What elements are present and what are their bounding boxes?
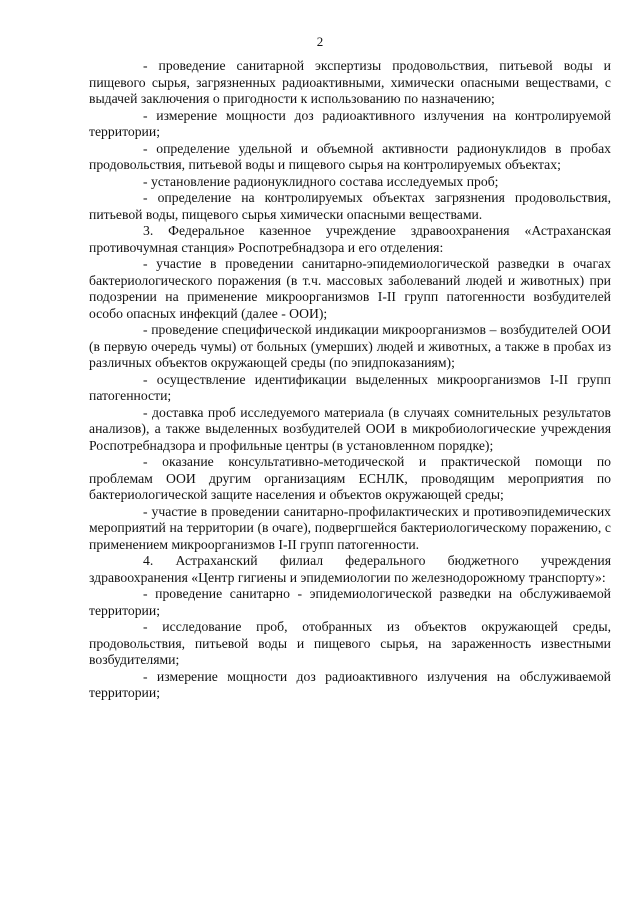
paragraph: - оказание консультативно-методической и практической помощи по проблемам ООИ другим организациям ЕСНЛК, проводящим мероприятия по бактериологической защите населения и объектов окружающей среды; xyxy=(89,454,611,502)
section-heading-4: 4. Астраханский филиал федерального бюджетного учреждения здравоохранения «Центр гигиены и эпидемиологии по железнодорожному транспорту»: xyxy=(89,553,611,585)
paragraph: - участие в проведении санитарно-профилактических и противоэпидемических мероприятий на территории (в очаге), подвергшейся бактериологическому поражению, с применением микроорганизмов I-II групп патогенности. xyxy=(89,503,611,552)
paragraph: - исследование проб, отобранных из объектов окружающей среды, продовольствия, питьевой воды и пищевого сырья, на зараженность известными возбудителями; xyxy=(89,619,611,667)
paragraph: - определение удельной и объемной активности радионуклидов в пробах продовольствия, питьевой воды и пищевого сырья на контролируемых объектах; xyxy=(89,140,611,172)
paragraph: - проведение санитарно - эпидемиологической разведки на обслуживаемой территории; xyxy=(89,586,611,618)
section-heading-3: 3. Федеральное казенное учреждение здравоохранения «Астраханская противочумная станция» Роспотребнадзора и его отделения: xyxy=(89,223,611,255)
paragraph: - осуществление идентификации выделенных микроорганизмов I-II групп патогенности; xyxy=(89,371,611,403)
paragraph: - измерение мощности доз радиоактивного излучения на обслуживаемой территории; xyxy=(89,668,611,700)
paragraph: - участие в проведении санитарно-эпидемиологической разведки в очагах бактериологического поражения (в т.ч. массовых заболеваний людей и животных) при подозрении на применение микроорганизмов I-II групп патогенности возбудителей особо опасных инфекций (далее - ООИ); xyxy=(89,256,611,321)
paragraph: - установление радионуклидного состава исследуемых проб; xyxy=(143,173,499,189)
paragraph: - проведение санитарной экспертизы продовольствия, питьевой воды и пищевого сырья, загрязненных радиоактивными, химически опасными веществами, с выдачей заключения о пригодности к использованию по назначению; xyxy=(89,58,611,106)
paragraph: - доставка проб исследуемого материала (в случаях сомнительных результатов анализов), а также выделенных возбудителей ООИ в микробиологические учреждения Роспотребнадзора и профильные центры (в установленном порядке); xyxy=(89,404,611,453)
paragraph: - определение на контролируемых объектах загрязнения продовольствия, питьевой воды, пищевого сырья химически опасными веществами. xyxy=(89,190,611,222)
paragraph: - измерение мощности доз радиоактивного излучения на контролируемой территории; xyxy=(89,107,611,139)
paragraph: - проведение специфической индикации микроорганизмов – возбудителей ООИ (в первую очередь чумы) от больных (умерших) людей и животных, а также в пробах из различных объектов окружающей среды (по эпидпоказаниям); xyxy=(89,322,611,370)
page-number: 2 xyxy=(316,34,324,49)
document-body xyxy=(89,58,611,702)
